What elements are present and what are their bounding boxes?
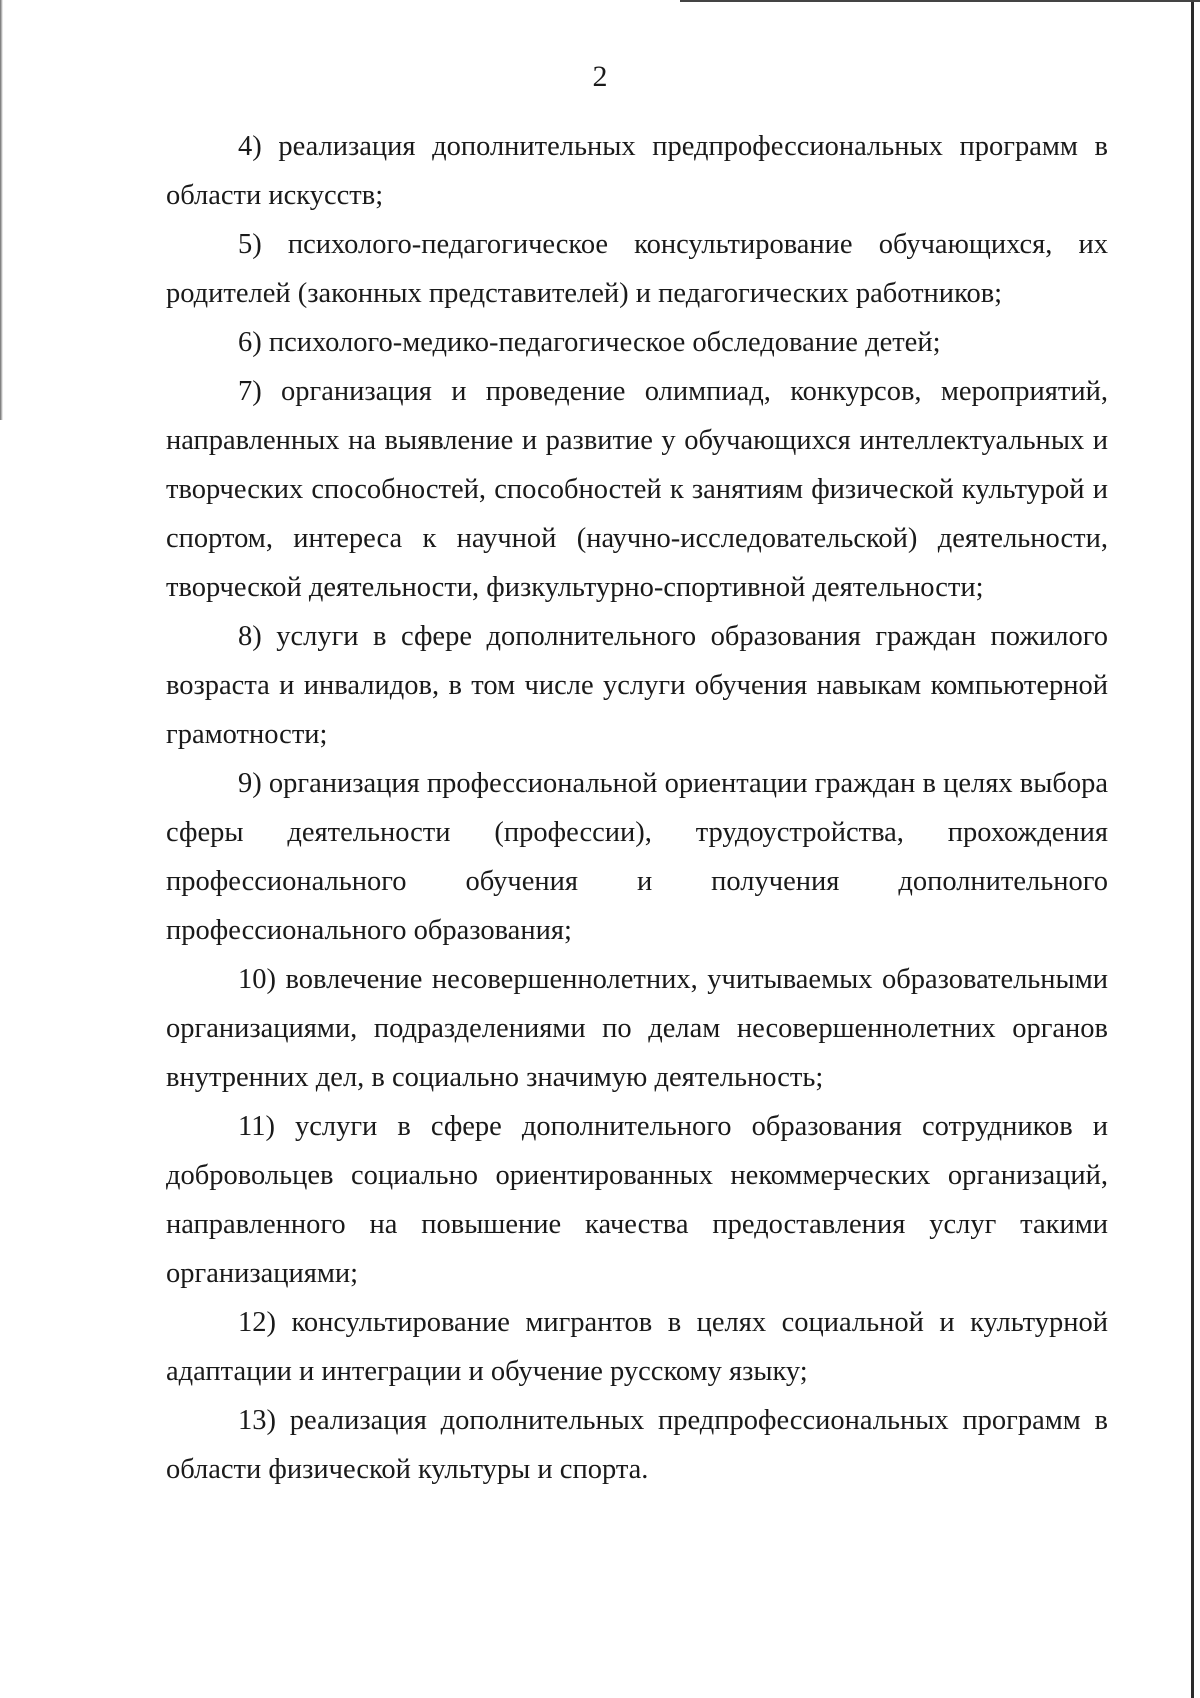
list-item: 7) организация и проведение олимпиад, конкурсов, мероприятий, направленных на выявление и развитие у обучающихся интеллектуальных и творческих способностей, способностей к занятиям физической культурой и спортом, интереса к научной (научно-исследовательской) деятельности, творческой деятельности, физкультурно-спортивной деятельности; bbox=[166, 376, 1108, 603]
list-item: 6) психолого-медико-педагогическое обследование детей; bbox=[238, 327, 941, 358]
list-item: 13) реализация дополнительных предпрофессиональных программ в области физической культуры и спорта. bbox=[166, 1405, 1108, 1485]
list-item: 5) психолого-педагогическое консультирование обучающихся, их родителей (законных представителей) и педагогических работников; bbox=[166, 229, 1108, 309]
list-item: 11) услуги в сфере дополнительного образования сотрудников и добровольцев социально ориентированных некоммерческих организаций, направленного на повышение качества предоставления услуг такими организациями; bbox=[166, 1111, 1108, 1289]
scan-edge-right bbox=[1191, 0, 1194, 1698]
page-number: 2 bbox=[592, 60, 608, 93]
list-item: 8) услуги в сфере дополнительного образования граждан пожилого возраста и инвалидов, в том числе услуги обучения навыкам компьютерной грамотности; bbox=[166, 621, 1108, 750]
document-body bbox=[166, 122, 1108, 1494]
list-item: 9) организация профессиональной ориентации граждан в целях выбора сферы деятельности (профессии), трудоустройства, прохождения профессионального обучения и получения дополнительного профессионального образования; bbox=[166, 768, 1108, 946]
list-item: 4) реализация дополнительных предпрофессиональных программ в области искусств; bbox=[166, 131, 1108, 211]
list-item: 12) консультирование мигрантов в целях социальной и культурной адаптации и интеграции и обучение русскому языку; bbox=[166, 1307, 1108, 1387]
list-item: 10) вовлечение несовершеннолетних, учитываемых образовательными организациями, подразделениями по делам несовершеннолетних органов внутренних дел, в социально значимую деятельность; bbox=[166, 964, 1108, 1093]
scan-edge-top bbox=[680, 0, 1200, 2]
